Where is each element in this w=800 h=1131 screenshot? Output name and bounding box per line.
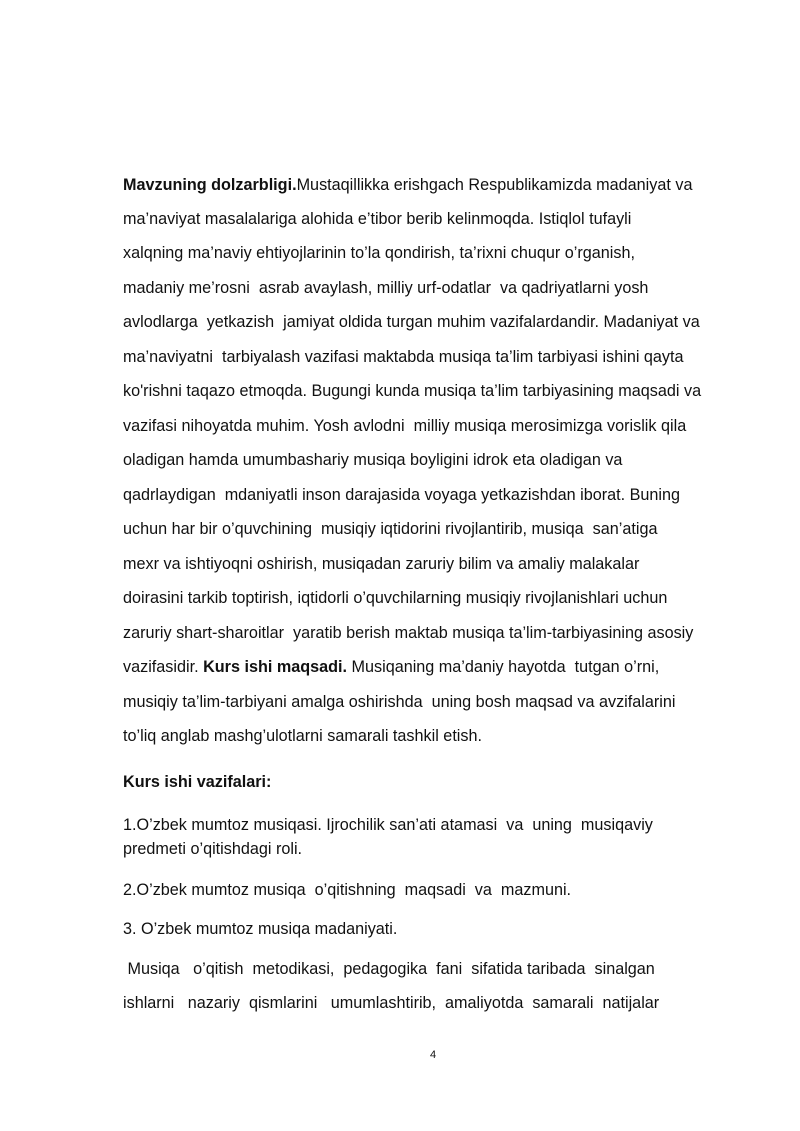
paragraph-line: [123, 657, 659, 677]
paragraph-line: qadrlaydigan mdaniyatli inson darajasida voyaga yetkazishdan iborat. Buning: [123, 486, 681, 504]
task-item-3: 3. O’zbek mumtoz musiqa madaniyati.: [123, 920, 398, 938]
paragraph-line: Musiqa o’qitish metodikasi, pedagogika fani sifatida taribada sinalgan: [123, 960, 655, 978]
paragraph-line: uchun har bir o’quvchining musiqiy iqtidorini rivojlantirib, musiqa san’atiga: [123, 520, 658, 538]
tasks-heading: Kurs ishi vazifalari:: [123, 773, 272, 791]
paragraph-line: ishlarni nazariy qismlarini umumlashtirib, amaliyotda samarali natijalar: [123, 994, 660, 1012]
page-number: 4: [429, 1049, 437, 1061]
task-item-1: 1.O’zbek mumtoz musiqasi. Ijrochilik san’ati atamasi va uning musiqaviy: [123, 816, 653, 834]
paragraph-line: zaruriy shart-sharoitlar yaratib berish maktab musiqa ta’lim-tarbiyasining asosiy: [123, 624, 694, 642]
paragraph-line: doirasini tarkib toptirish, iqtidorli o’quvchilarning musiqiy rivojlanishlari uchun: [123, 589, 668, 607]
paragraph-line: musiqiy ta’lim-tarbiyani amalga oshirishda uning bosh maqsad va avzifalarini: [123, 693, 676, 711]
paragraph-line: avlodlarga yetkazish jamiyat oldida turgan muhim vazifalardandir. Madaniyat va: [123, 313, 700, 331]
paragraph-line: oladigan hamda umumbashariy musiqa boyligini idrok eta oladigan va: [123, 451, 623, 469]
paragraph-line: ko'rishni taqazo etmoqda. Bugungi kunda musiqa ta’lim tarbiyasining maqsadi va: [123, 382, 702, 400]
paragraph-line: vazifasi nihoyatda muhim. Yosh avlodni milliy musiqa merosimizga vorislik qila: [123, 417, 687, 435]
task-item-1-continued: predmeti o’qitishdagi roli.: [123, 840, 303, 858]
task-item-2: 2.O’zbek mumtoz musiqa o’qitishning maqsadi va mazmuni.: [123, 881, 572, 899]
goal-heading: Kurs ishi maqsadi.: [203, 658, 348, 676]
paragraph-line: to’liq anglab mashg’ulotlarni samarali tashkil etish.: [123, 727, 483, 745]
paragraph-text: Mustaqillikka erishgach Respublikamizda madaniyat va: [296, 176, 693, 194]
paragraph-line: ma’naviyat masalalariga alohida e’tibor berib kelinmoqda. Istiqlol tufayli: [123, 210, 632, 228]
paragraph-text: vazifasidir.: [123, 658, 204, 676]
section-heading: Mavzuning dolzarbligi.: [123, 176, 297, 194]
paragraph-text: Musiqaning ma’daniy hayotda tutgan o’rni,: [347, 658, 660, 676]
paragraph-line: mexr va ishtiyoqni oshirish, musiqadan zaruriy bilim va amaliy malakalar: [123, 555, 640, 573]
paragraph-line: xalqning ma’naviy ehtiyojlarinin to’la qondirish, ta’rixni chuqur o’rganish,: [123, 244, 635, 262]
paragraph-line: madaniy me’rosni asrab avaylash, milliy urf-odatlar va qadriyatlarni yosh: [123, 279, 649, 297]
paragraph-line: [123, 175, 692, 195]
paragraph-line: ma’naviyatni tarbiyalash vazifasi maktabda musiqa ta’lim tarbiyasi ishini qayta: [123, 348, 684, 366]
